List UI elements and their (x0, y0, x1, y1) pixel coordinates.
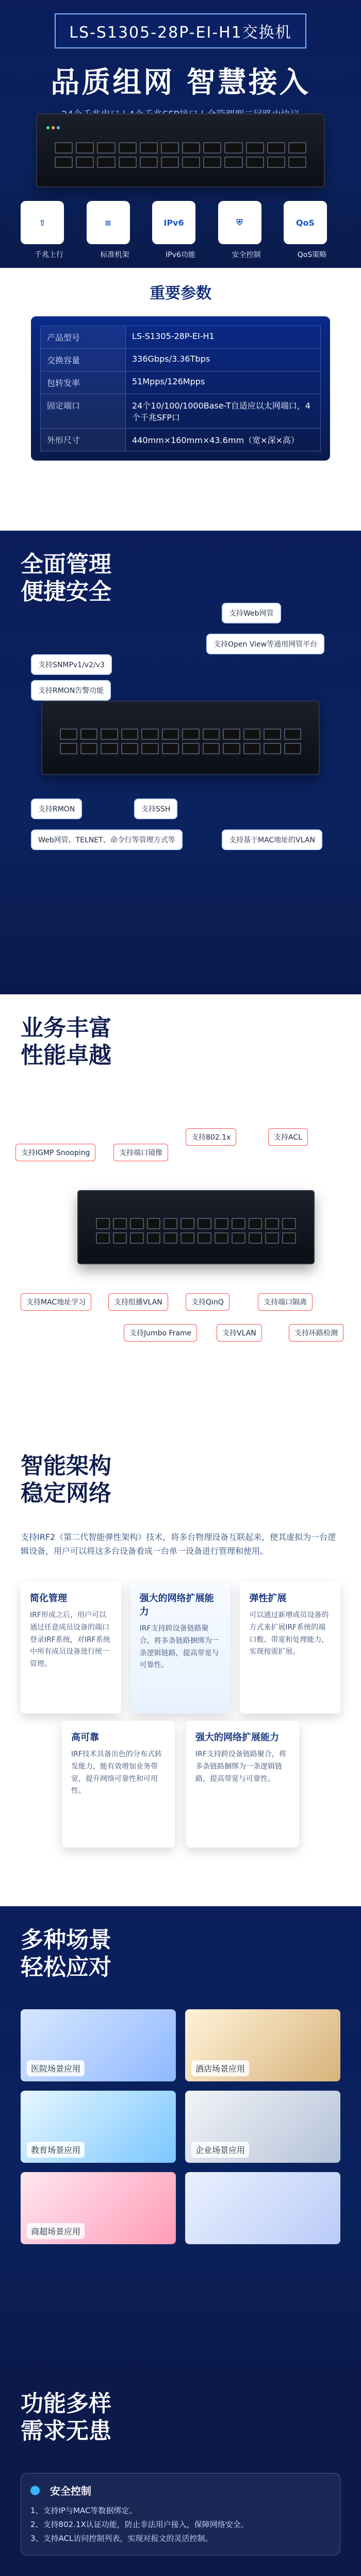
callout-tag: 支持802.1x (186, 1128, 236, 1146)
port (130, 1218, 144, 1229)
port (101, 728, 118, 740)
smart-card-text: IRF形成之后，用户可以通过任意成员设备的端口登录IRF系统，对IRF系统中所有成员设备进行统一管理。 (30, 1611, 110, 1669)
port (182, 728, 200, 740)
callout-pill: 支持Open View等通用网管平台 (206, 634, 324, 654)
port (182, 142, 200, 154)
biz-callout-9 (124, 1324, 197, 1342)
key_params-row (41, 349, 321, 371)
port (215, 1232, 228, 1244)
port (121, 743, 139, 754)
scene-label: 教育场景应用 (27, 2142, 85, 2158)
key-params-section (0, 268, 361, 531)
biz-switch (77, 1190, 315, 1264)
port (203, 728, 220, 740)
smart-card-title: 强大的网络扩展能力 (195, 1732, 279, 1743)
port (80, 728, 98, 740)
port (224, 142, 242, 154)
smart-section (0, 1432, 361, 1906)
scene-label: 商超场景应用 (27, 2223, 85, 2239)
callout-pill: 支持SNMPv1/v2/v3 (31, 654, 112, 675)
port (147, 1232, 161, 1244)
biz-port-grid (88, 1210, 304, 1252)
mgmt-switch-ports (52, 720, 309, 762)
port (119, 157, 137, 168)
feature-label: QoS策略 (297, 251, 327, 259)
port (243, 743, 261, 754)
port (223, 743, 240, 754)
port (203, 157, 221, 168)
port (76, 142, 94, 154)
feature-row (21, 201, 340, 260)
port (101, 743, 118, 754)
mgmt-section (0, 531, 361, 994)
key_params-key: 交换容量 (41, 349, 126, 371)
scene-label: 医院场景应用 (27, 2060, 85, 2076)
port (264, 728, 281, 740)
biz-section (0, 994, 361, 1432)
callout-pill: 支持RMON告警功能 (31, 680, 111, 701)
callout-tag: 支持IGMP Snooping (15, 1144, 95, 1161)
scene-card (21, 2091, 176, 2163)
callout-pill: 支持SSH (134, 799, 177, 819)
smart-card-title: 高可靠 (71, 1732, 99, 1743)
key_params-row (41, 429, 321, 451)
security-title: 安全控制 (50, 2485, 91, 2497)
port (121, 728, 139, 740)
scene-card (21, 2009, 176, 2081)
multi-title (21, 2391, 111, 2445)
switch-image (36, 113, 325, 188)
stack-icon: ≡ (87, 201, 130, 244)
callout-tag: 支持MAC地址学习 (21, 1293, 91, 1311)
hero-title-wrap (0, 0, 361, 48)
key_params-value: 51Mpps/126Mpps (126, 371, 321, 394)
callout-tag: 支持Jumbo Frame (124, 1324, 197, 1342)
port (162, 743, 179, 754)
callout-pill: 支持基于MAC地址的VLAN (222, 829, 322, 850)
smart-card-text: IRF支持跨设备链路聚合，将多条链路捆绑为一条逻辑链路，提高带宽与可靠性。 (139, 1624, 219, 1670)
key_params-key: 外形尺寸 (41, 429, 126, 451)
port (203, 142, 221, 154)
biz-callout-11 (289, 1324, 343, 1342)
biz-callout-4 (268, 1128, 308, 1146)
port (163, 1218, 177, 1229)
port (223, 728, 240, 740)
mgmt-callout-1 (31, 654, 112, 675)
port (80, 743, 98, 754)
port (141, 728, 159, 740)
smart-title-line1: 智能架构 (21, 1453, 111, 1479)
mgmt-switch (41, 701, 320, 775)
port (97, 157, 115, 168)
callout-pill: 支持RMON (31, 799, 82, 819)
port (161, 142, 179, 154)
feature-label: 安全控制 (232, 251, 261, 259)
smart-card (240, 1582, 340, 1714)
scene-label: 酒店场景应用 (191, 2060, 249, 2076)
port (96, 1232, 110, 1244)
feature-item (284, 201, 340, 260)
smart-card-text: 可以通过新增成员设备的方式来扩展IRF系统的端口数、带宽和处理能力，实现按需扩展。 (249, 1611, 329, 1656)
callout-tag: 支持端口隔离 (258, 1293, 313, 1311)
port (113, 1232, 127, 1244)
smart-card-text: IRF支持跨设备链路聚合，将多条链路捆绑为一条逻辑链路，提高带宽与可靠性。 (195, 1750, 286, 1783)
hero-section (0, 0, 361, 268)
ipv6-icon: IPv6 (152, 201, 195, 244)
scene-card (185, 2009, 340, 2081)
feature-item (87, 201, 143, 260)
mgmt-callout-8 (222, 829, 322, 850)
port (180, 1232, 194, 1244)
biz-title-line1: 业务丰富 (21, 1015, 111, 1041)
port (198, 1232, 211, 1244)
port (246, 157, 264, 168)
port (249, 1218, 262, 1229)
smart-card (21, 1582, 121, 1714)
port (243, 728, 261, 740)
callout-tag: 支持QinQ (186, 1293, 229, 1311)
biz-callout-7 (186, 1293, 229, 1311)
model-title: LS-S1305-28P-EI-H1交换机 (55, 13, 306, 48)
mgmt-callout-4 (206, 634, 324, 654)
key_params-row (41, 326, 321, 349)
security-point: 2、支持802.1X认证功能，防止非法用户接入，保障网络安全。 (30, 2520, 249, 2529)
port (119, 142, 137, 154)
key-params-table (40, 326, 321, 451)
headline: 品质组网 智慧接入 (51, 66, 310, 99)
biz-callout-1 (15, 1144, 95, 1161)
port (246, 142, 264, 154)
port (140, 157, 158, 168)
key-params-header (0, 268, 361, 303)
port (267, 142, 285, 154)
qos-icon: QoS (284, 201, 327, 244)
port (284, 743, 302, 754)
mgmt-callout-2 (222, 603, 281, 623)
mgmt-title-line1: 全面管理 (21, 551, 111, 578)
port (97, 142, 115, 154)
port (163, 1232, 177, 1244)
multi-title-line2: 需求无患 (21, 2417, 111, 2444)
biz-title-line2: 性能卓越 (21, 1042, 111, 1069)
mgmt-callout-7 (31, 829, 183, 850)
port (232, 1218, 245, 1229)
smart-title (21, 1453, 111, 1507)
port (215, 1218, 228, 1229)
smart-card (130, 1582, 231, 1714)
scenes-section (0, 1906, 361, 2370)
key-params-tbody (41, 326, 321, 451)
key_params-row (41, 394, 321, 429)
feature-item (218, 201, 275, 260)
security-dot-icon (30, 2486, 40, 2495)
switch-status-leds (46, 122, 62, 131)
smart-title-line2: 稳定网络 (21, 1480, 111, 1506)
mgmt-title-line2: 便捷安全 (21, 578, 111, 605)
security-box (21, 2473, 340, 2555)
key_params-key: 包转发率 (41, 371, 126, 394)
key_params-key: 固定端口 (41, 394, 126, 429)
key_params-value: 336Gbps/3.36Tbps (126, 349, 321, 371)
callout-pill: Web网管、TELNET、命令行等管理方式等 (31, 829, 183, 850)
port (288, 157, 306, 168)
key_params-value: 24个10/100/1000Base-T自适应以太网端口，4个千兆SFP口 (126, 394, 321, 429)
port (249, 1232, 262, 1244)
feature-label: 标准机架 (100, 251, 129, 259)
feature-label: IPv6功能 (166, 251, 195, 259)
port (282, 1218, 296, 1229)
key-params-title: 重要参数 (150, 284, 211, 302)
biz-title (21, 1015, 111, 1070)
port (147, 1218, 161, 1229)
scene-label: 企业场景应用 (191, 2142, 249, 2158)
port (140, 142, 158, 154)
smart-card-title: 强大的网络扩展能力 (139, 1593, 214, 1617)
port (113, 1218, 127, 1229)
port (182, 743, 200, 754)
multi-title-line1: 功能多样 (21, 2391, 111, 2417)
biz-callout-5 (21, 1293, 91, 1311)
port (265, 1218, 279, 1229)
feature-item (152, 201, 209, 260)
mgmt-port-grid (52, 720, 309, 762)
biz-callout-2 (113, 1144, 168, 1161)
smart-card (62, 1721, 175, 1848)
scene-card-blank (185, 2172, 340, 2244)
port (161, 157, 179, 168)
callout-tag: 支持端口镜像 (113, 1144, 168, 1161)
port (141, 743, 159, 754)
smart-desc: 支持IRF2（第二代智能弹性架构）技术，将多台物理设备互联起来，使其虚拟为一台逻辑设备，用户可以将这多台设备看成一台单一设备进行管理和使用。 (21, 1532, 336, 1556)
headline-wrap (0, 60, 361, 121)
port (198, 1218, 211, 1229)
port (265, 1232, 279, 1244)
port (232, 1232, 245, 1244)
plug-icon: ⇧ (21, 201, 64, 244)
port (130, 1232, 144, 1244)
key_params-value: LS-S1305-28P-EI-H1 (126, 326, 321, 349)
security-header (30, 2483, 331, 2498)
port (182, 157, 200, 168)
callout-pill: 支持Web网管 (222, 603, 281, 623)
port (284, 728, 302, 740)
smart-card-text: IRF技术具备出色的分布式转发能力，能有效增加业务带宽，提升网络可靠性和可用性。 (71, 1750, 162, 1795)
port (267, 157, 285, 168)
port (55, 142, 73, 154)
port (224, 157, 242, 168)
key_params-value: 440mm×160mm×43.6mm（宽×深×高） (126, 429, 321, 451)
multi-section (0, 2370, 361, 2576)
key_params-row (41, 371, 321, 394)
scenes-title-line1: 多种场景 (21, 1927, 111, 1953)
feature-label: 千兆上行 (35, 251, 63, 259)
biz-callout-8 (258, 1293, 313, 1311)
security-point: 3、支持ACL访问控制列表，实现对报文的灵活控制。 (30, 2534, 213, 2543)
port (264, 743, 281, 754)
scene-card (185, 2091, 340, 2163)
port (180, 1218, 194, 1229)
biz-callout-10 (217, 1324, 262, 1342)
key-params-table-wrap (31, 316, 330, 461)
scene-card (21, 2172, 176, 2244)
port (76, 157, 94, 168)
biz-switch-ports (88, 1210, 304, 1252)
port (162, 728, 179, 740)
port (282, 1232, 296, 1244)
callout-tag: 支持VLAN (217, 1324, 262, 1342)
port (288, 142, 306, 154)
smart-card-title: 弹性扩展 (249, 1593, 287, 1604)
switch-ports (46, 134, 315, 176)
mgmt-title (21, 551, 111, 606)
scenes-grid (21, 2009, 340, 2244)
security-point: 1、支持IP与MAC等数据绑定。 (30, 2506, 137, 2515)
smart-card (186, 1721, 299, 1848)
port (55, 157, 73, 168)
callout-tag: 支持组播VLAN (108, 1293, 168, 1311)
port-grid (46, 134, 315, 176)
smart-cards-row1 (21, 1582, 340, 1714)
port (203, 743, 220, 754)
biz-callout-6 (108, 1293, 168, 1311)
feature-item (21, 201, 77, 260)
port (96, 1218, 110, 1229)
callout-tag: 支持ACL (268, 1128, 308, 1146)
key_params-key: 产品型号 (41, 326, 126, 349)
port (60, 728, 77, 740)
port (60, 743, 77, 754)
mgmt-callout-3 (31, 680, 111, 701)
scenes-title-line2: 轻松应对 (21, 1954, 111, 1980)
mgmt-callout-6 (134, 799, 177, 819)
smart-cards-row2 (62, 1721, 299, 1848)
security-points (30, 2504, 331, 2546)
mgmt-callout-5 (31, 799, 82, 819)
smart-card-title: 简化管理 (30, 1593, 67, 1604)
biz-callout-3 (186, 1128, 236, 1146)
callout-tag: 支持环路检测 (289, 1324, 343, 1342)
shield-icon: ⛨ (218, 201, 261, 244)
scenes-title (21, 1927, 111, 1981)
